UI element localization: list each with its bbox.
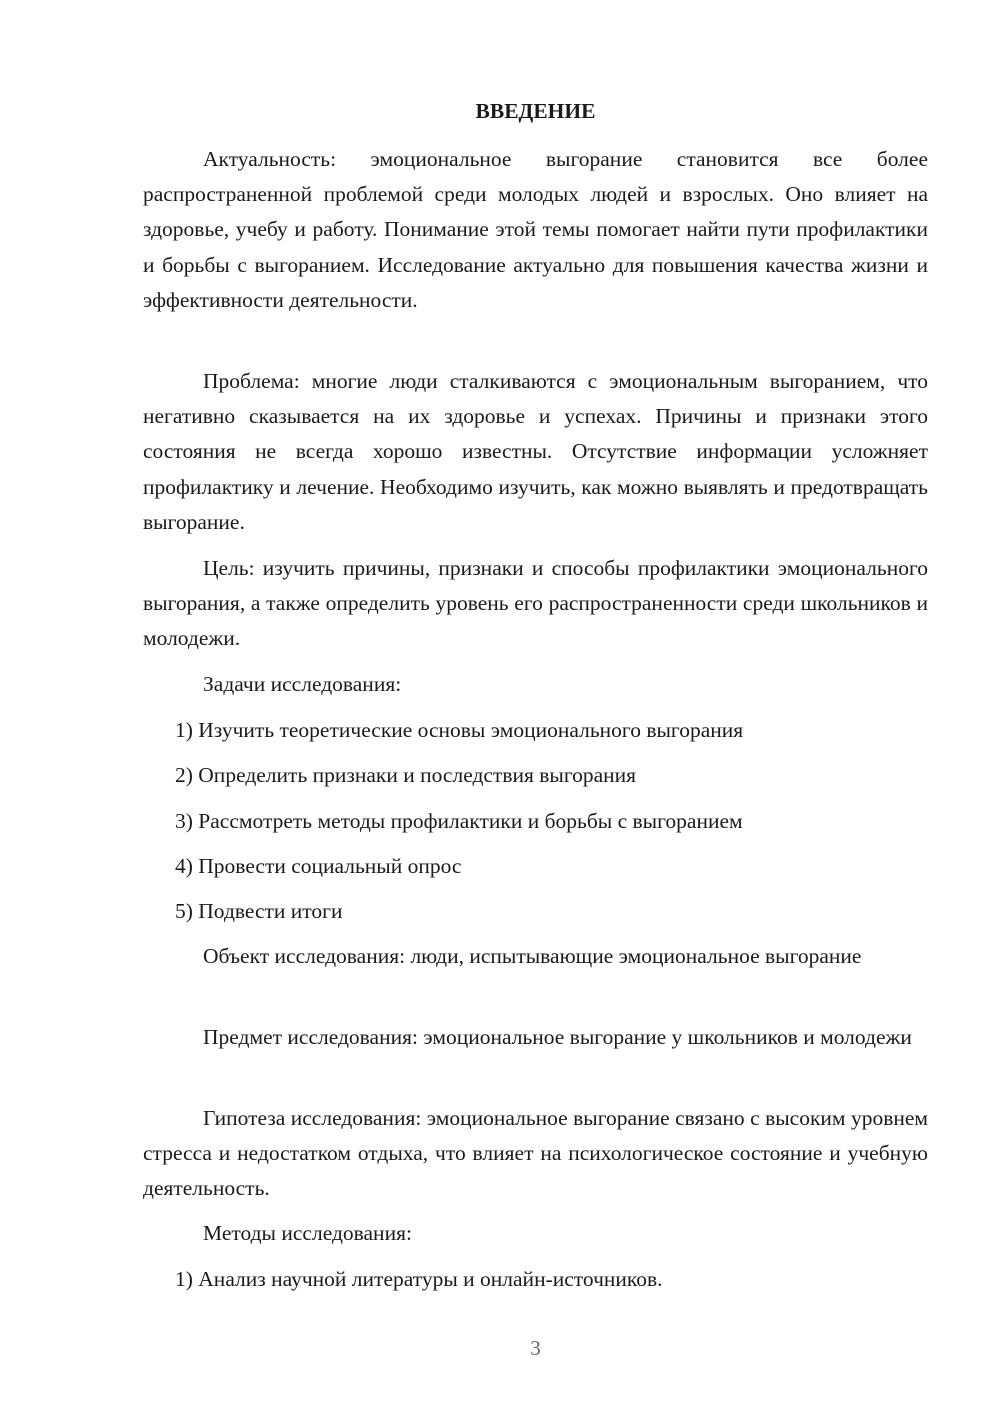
relevance-paragraph: Актуальность: эмоциональное выгорание становится все более распространенной проблемой среди молодых людей и взрослых. Оно влияет на здоровье, учебу и работу. Понимание этой темы помогает найти пути профилактики и борьбы с выгоранием. Исследование актуально для повышения качества жизни и эффективности деятельности.: [143, 147, 928, 312]
subject-paragraph: Предмет исследования: эмоциональное выгорание у школьников и молодежи: [203, 1025, 912, 1049]
object-paragraph: Объект исследования: люди, испытывающие эмоциональное выгорание: [203, 944, 862, 968]
problem-paragraph: Проблема: многие люди сталкиваются с эмоциональным выгоранием, что негативно сказывается на их здоровье и успехах. Причины и признаки этого состояния не всегда хорошо известны. Отсутствие информации усложняет профилактику и лечение. Необходимо изучить, как можно выявлять и предотвращать выгорание.: [143, 369, 928, 534]
tasks-heading: Задачи исследования:: [203, 672, 402, 696]
method-item-1: 1) Анализ научной литературы и онлайн-источников.: [175, 1267, 663, 1291]
page-title: ВВЕДЕНИЕ: [475, 99, 596, 123]
task-item-4: 4) Провести социальный опрос: [175, 854, 462, 878]
goal-paragraph: Цель: изучить причины, признаки и способы профилактики эмоционального выгорания, а также определить уровень его распространенности среди школьников и молодежи.: [143, 556, 928, 651]
methods-heading: Методы исследования:: [203, 1221, 412, 1245]
page-number: 3: [530, 1336, 541, 1360]
task-item-2: 2) Определить признаки и последствия выгорания: [175, 763, 637, 787]
task-item-3: 3) Рассмотреть методы профилактики и борьбы с выгоранием: [175, 809, 743, 833]
task-item-1: 1) Изучить теоретические основы эмоционального выгорания: [175, 718, 744, 742]
hypothesis-paragraph: Гипотеза исследования: эмоциональное выгорание связано с высоким уровнем стресса и недостатком отдыха, что влияет на психологическое состояние и учебную деятельность.: [143, 1106, 928, 1201]
task-item-5: 5) Подвести итоги: [175, 899, 343, 923]
